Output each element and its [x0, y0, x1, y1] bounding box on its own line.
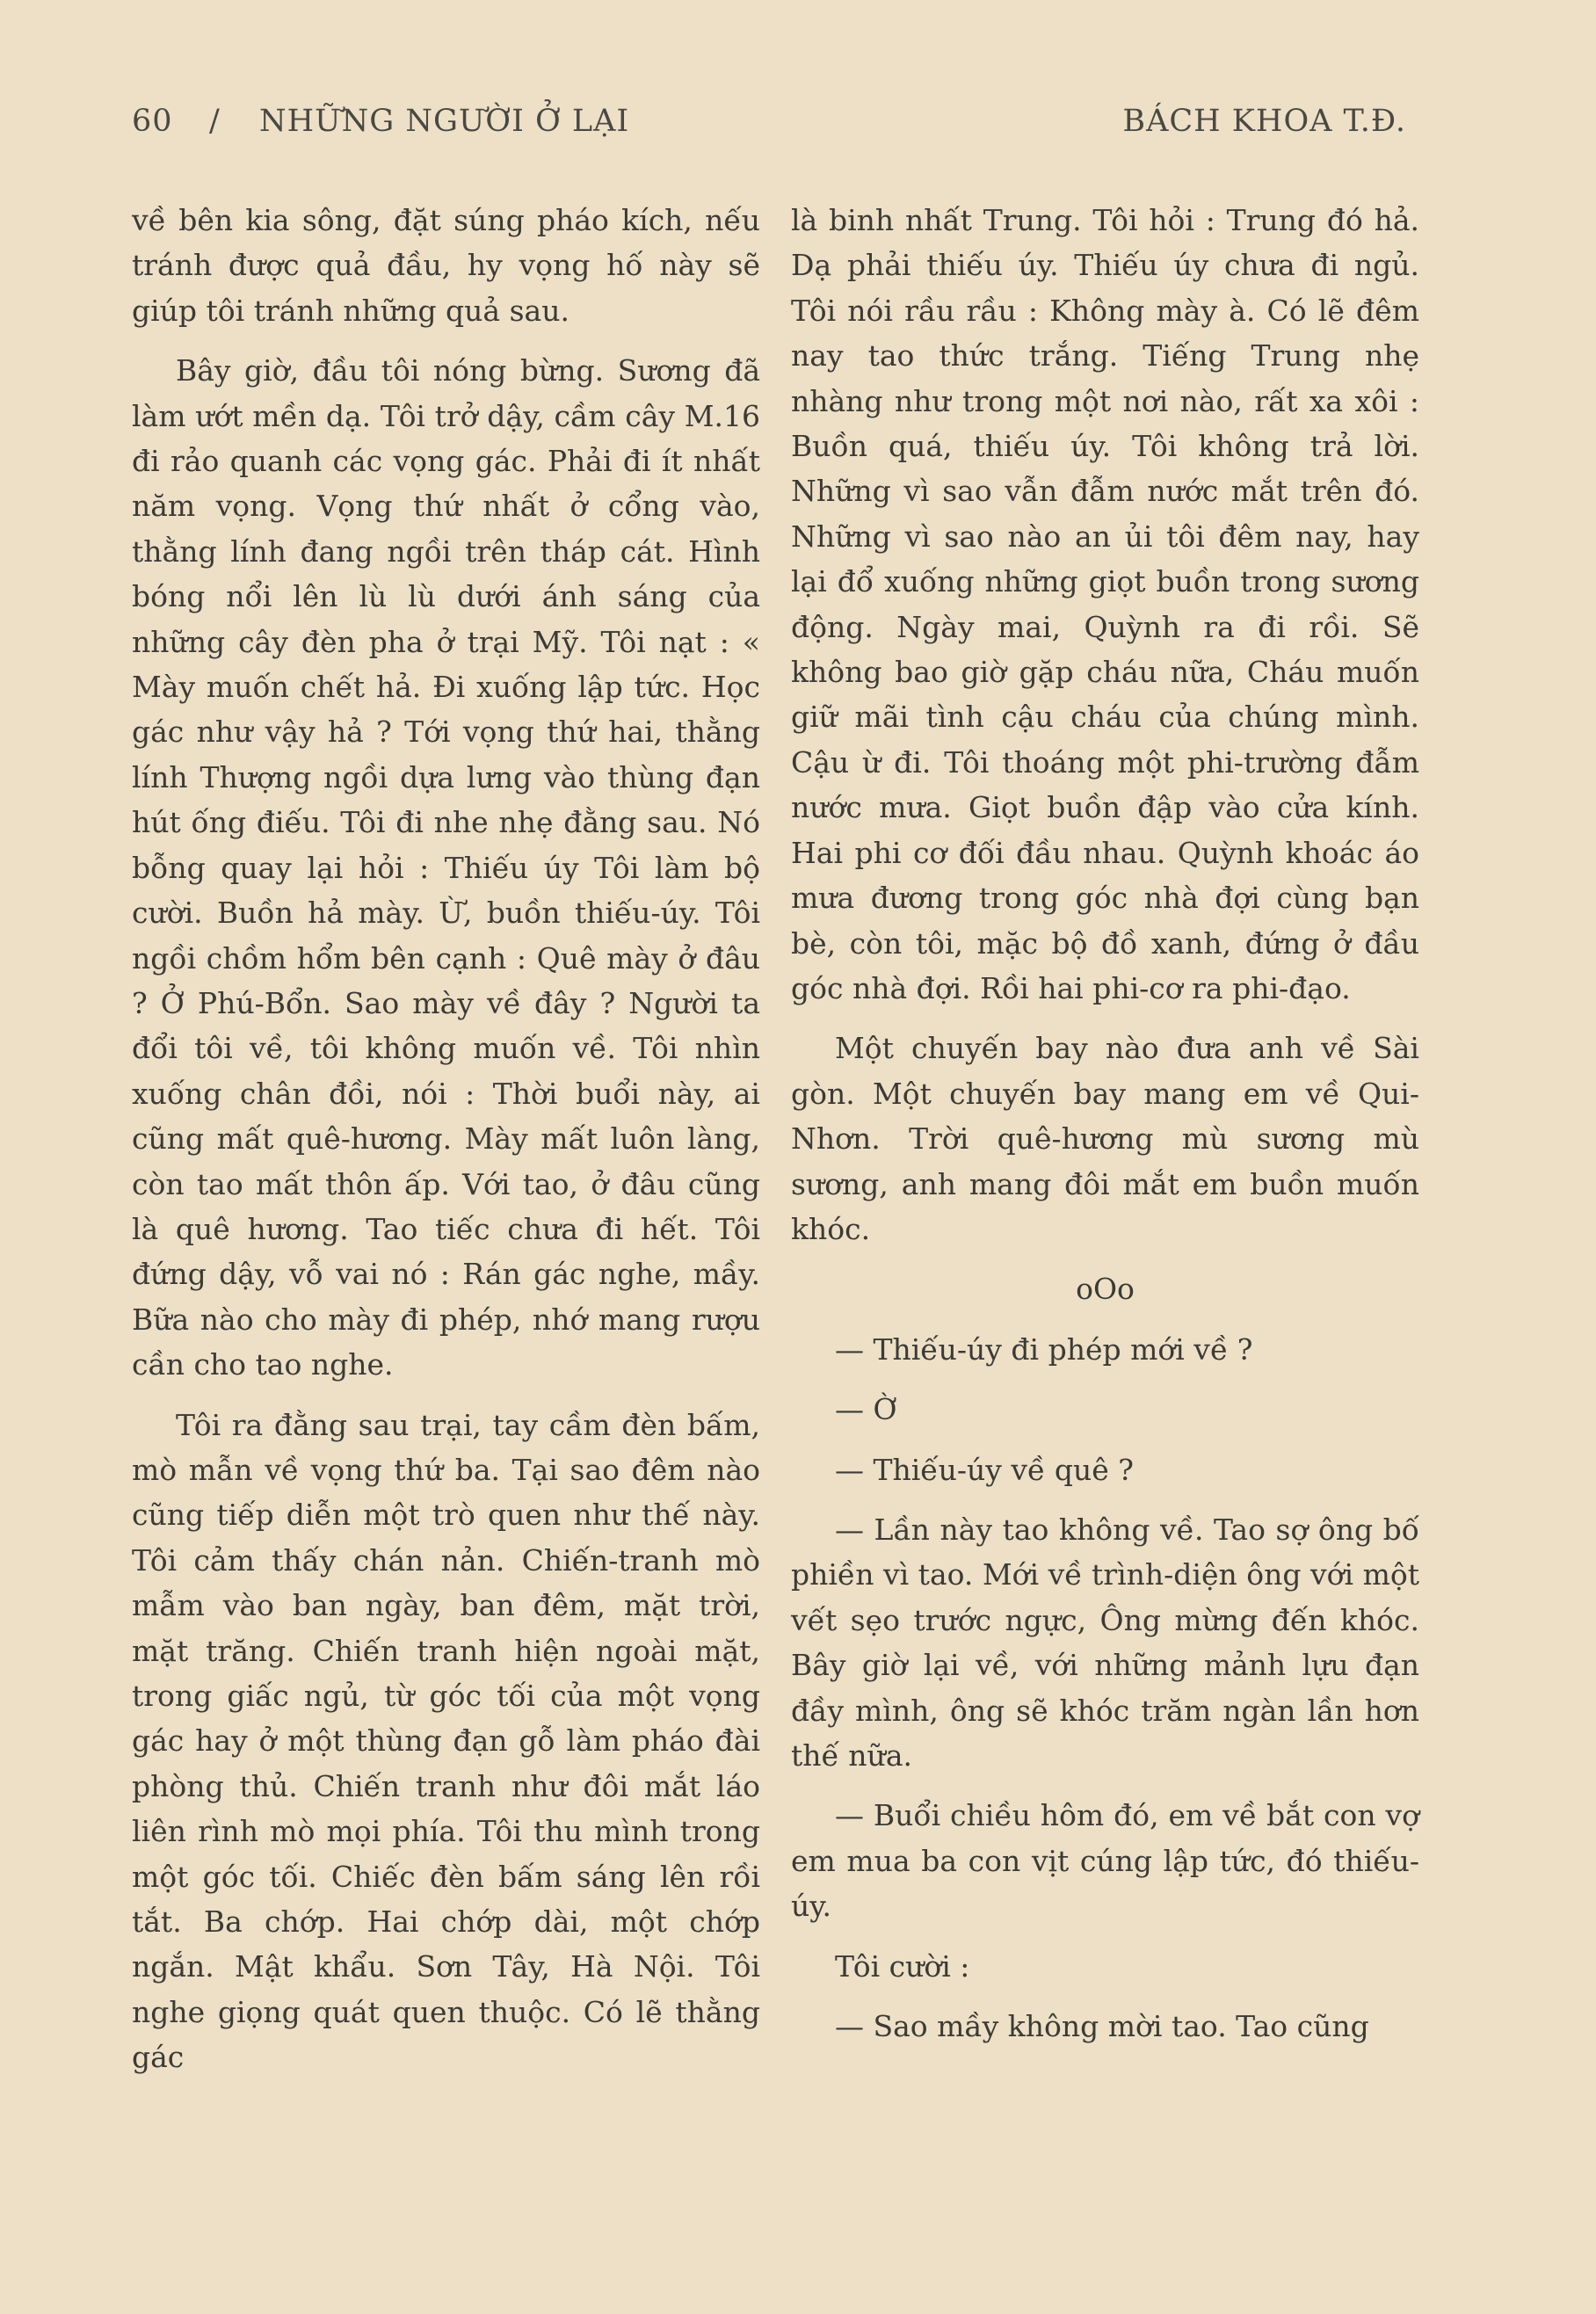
dialogue-line: — Sao mầy không mời tao. Tao cũng	[835, 2009, 1369, 2044]
left-column	[132, 198, 760, 2095]
dialogue-line: — Lần này tao không về. Tao sợ ông bố phiền vì tao. Mới về trình-diện ông với một vết sẹo trước ngực, Ông mừng đến khóc. Bây giờ lại về, với những mảnh lựu đạn đầy mình, ông sẽ khóc trăm ngàn lần hơn thế nữa.	[791, 1512, 1419, 1773]
dialogue-line: — Ờ	[835, 1392, 897, 1427]
paragraph: Tôi ra đằng sau trại, tay cầm đèn bấm, mò mẫn về vọng thứ ba. Tại sao đêm nào cũng tiếp diễn một trò quen như thế này. Tôi cảm thấy chán nản. Chiến-tranh mò mẫm vào ban ngày, ban đêm, mặt trời, mặt trăng. Chiến tranh hiện ngoài mặt, trong giấc ngủ, từ góc tối của một vọng gác hay ở một thùng đạn gỗ làm pháo đài phòng thủ. Chiến tranh như đôi mắt láo liên rình mò mọi phía. Tôi thu mình trong một góc tối. Chiếc đèn bấm sáng lên rồi tắt. Ba chớp. Hai chớp dài, một chớp ngắn. Mật khẩu. Sơn Tây, Hà Nội. Tôi nghe giọng quát quen thuộc. Có lẽ thằng gác	[132, 1407, 760, 2075]
paragraph: Một chuyến bay nào đưa anh về Sài gòn. Một chuyến bay mang em về Qui-Nhơn. Trời quê-hương mù sương mù sương, anh mang đôi mắt em buồn muốn khóc.	[791, 1031, 1419, 1246]
page-header	[132, 104, 1406, 156]
page-number: 60	[132, 104, 173, 139]
running-title: NHỮNG NGƯỜI Ở LẠI	[259, 104, 630, 139]
paragraph: là binh nhất Trung. Tôi hỏi : Trung đó hả. Dạ phải thiếu úy. Thiếu úy chưa đi ngủ. Tôi nói rầu rầu : Không mày à. Có lẽ đêm nay tao thức trắng. Tiếng Trung nhẹ nhàng như trong một nơi nào, rất xa xôi : Buồn quá, thiếu úy. Tôi không trả lời. Những vì sao vẫn đẫm nước mắt trên đó. Những vì sao nào an ủi tôi đêm nay, hay lại đổ xuống những giọt buồn trong sương động. Ngày mai, Quỳnh ra đi rồi. Sẽ không bao giờ gặp cháu nữa, Cháu muốn giữ mãi tình cậu cháu của chúng mình. Cậu ừ đi. Tôi thoáng một phi-trường đẫm nước mưa. Giọt buồn đập vào cửa kính. Hai phi cơ đối đầu nhau. Quỳnh khoác áo mưa đương trong góc nhà đợi cùng bạn bè, còn tôi, mặc bộ đồ xanh, đứng ở đầu góc nhà đợi. Rồi hai phi-cơ ra phi-đạo.	[791, 203, 1419, 1005]
header-separator: /	[209, 104, 221, 139]
magazine-title: BÁCH KHOA T.Đ.	[1122, 104, 1406, 139]
section-break: oOo	[1076, 1272, 1135, 1307]
paragraph: Tôi cười :	[835, 1948, 970, 1984]
dialogue-line: — Thiếu-úy về quê ?	[835, 1452, 1134, 1487]
dialogue-line: — Thiếu-úy đi phép mới về ?	[835, 1331, 1253, 1367]
dialogue-line: — Buổi chiều hôm đó, em về bắt con vợ em mua ba con vịt cúng lập tức, đó thiếu-úy.	[791, 1798, 1419, 1924]
paragraph: về bên kia sông, đặt súng pháo kích, nếu tránh được quả đầu, hy vọng hố này sẽ giúp tôi tránh những quả sau.	[132, 203, 760, 328]
right-column	[791, 198, 1419, 2064]
paragraph: Bây giờ, đầu tôi nóng bừng. Sương đã làm ướt mền dạ. Tôi trở dậy, cầm cây M.16 đi rảo quanh các vọng gác. Phải đi ít nhất năm vọng. Vọng thứ nhất ở cổng vào, thằng lính đang ngồi trên tháp cát. Hình bóng nổi lên lù lù dưới ánh sáng của những cây đèn pha ở trại Mỹ. Tôi nạt : « Mày muốn chết hả. Đi xuống lập tức. Học gác như vậy hả ? Tới vọng thứ hai, thằng lính Thượng ngồi dựa lưng vào thùng đạn hút ống điếu. Tôi đi nhe nhẹ đằng sau. Nó bỗng quay lại hỏi : Thiếu úy Tôi làm bộ cười. Buồn hả mày. Ừ, buồn thiếu-úy. Tôi ngồi chồm hổm bên cạnh : Quê mày ở đâu ? Ở Phú-Bổn. Sao mày về đây ? Người ta đổi tôi về, tôi không muốn về. Tôi nhìn xuống chân đồi, nói : Thời buổi này, ai cũng mất quê-hương. Mày mất luôn làng, còn tao mất thôn ấp. Với tao, ở đâu cũng là quê hương. Tao tiếc chưa đi hết. Tôi đứng dậy, vỗ vai nó : Rán gác nghe, mầy. Bữa nào cho mày đi phép, nhớ mang rượu cần cho tao nghe.	[132, 353, 760, 1382]
